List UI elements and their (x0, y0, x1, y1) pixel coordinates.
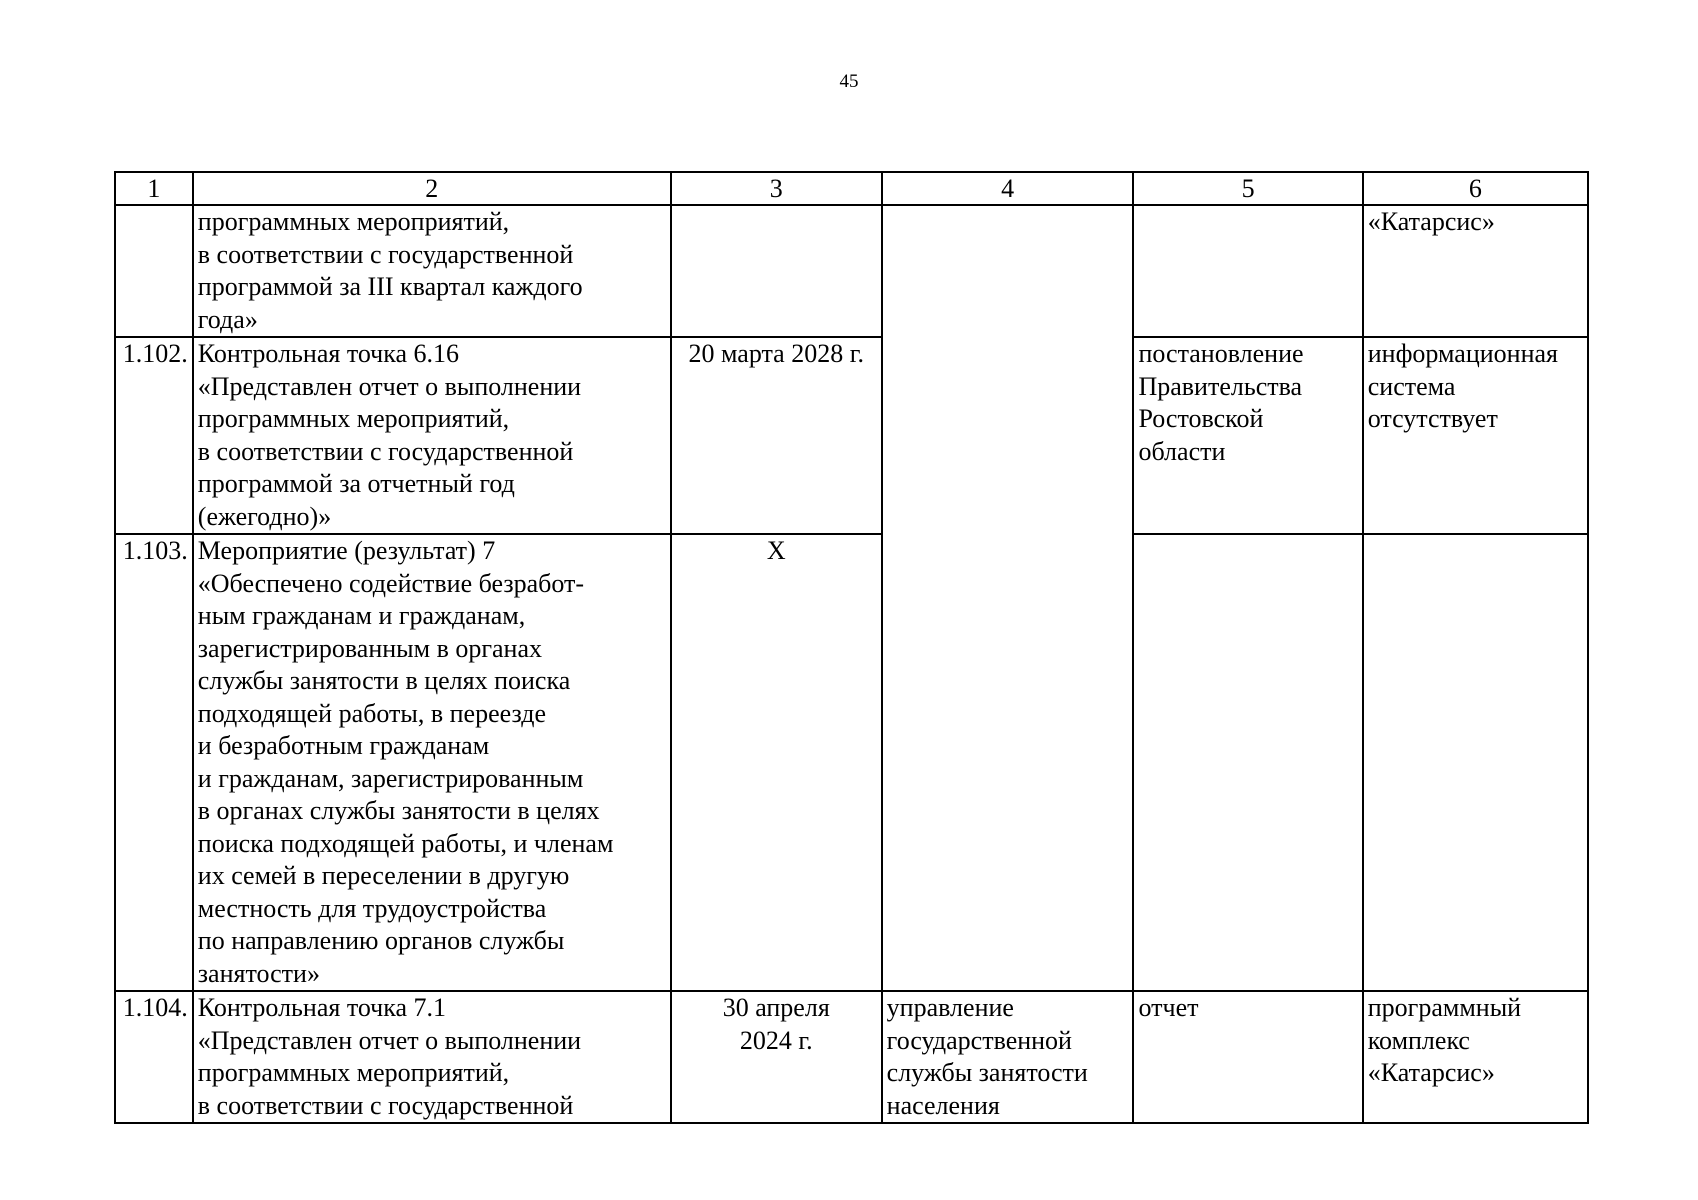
text-line: службы занятости в целях поиска (197, 666, 571, 695)
text-line: и безработным гражданам (197, 731, 490, 760)
header-row (115, 172, 1588, 205)
text-line: программой за отчетный год (197, 469, 515, 498)
text-line: программных мероприятий, (197, 207, 510, 236)
plan-table (114, 171, 1589, 1124)
row-number-cell (115, 205, 193, 337)
col-header-6: 6 (1363, 172, 1588, 205)
system-cell (1363, 337, 1588, 534)
text-line: 30 апреля (722, 993, 830, 1022)
table-row (115, 991, 1588, 1123)
text-line: службы занятости (886, 1058, 1088, 1087)
text-line: в соответствии с государственной (197, 436, 574, 466)
responsible-cell (882, 534, 1134, 991)
col-header-2: 2 (193, 172, 671, 205)
text-line: ным гражданам и гражданам, (197, 601, 526, 630)
text-line: области (1138, 436, 1226, 466)
text-line: местность для трудоустройства (197, 893, 547, 923)
col-header-3: 3 (671, 172, 882, 205)
text-line: «Обеспечено содействие безработ- (197, 568, 585, 598)
text-line: информационная (1367, 339, 1559, 368)
system-cell (1363, 205, 1588, 337)
col-header-5: 5 (1133, 172, 1362, 205)
text-line: «Представлен отчет о выполнении (197, 371, 582, 401)
text-line: и гражданам, зарегистрированным (197, 763, 584, 793)
text-line: отсутствует (1367, 404, 1498, 433)
text-line: по направлению органов службы (197, 926, 565, 955)
text-line: Ростовской (1138, 404, 1264, 433)
date-cell (671, 991, 882, 1123)
responsible-cell (882, 337, 1134, 534)
date-cell (671, 205, 882, 337)
text-line: Контрольная точка 7.1 (197, 993, 447, 1022)
text-line: «Представлен отчет о выполнении (197, 1025, 582, 1055)
description-cell (193, 991, 671, 1123)
table-row (115, 337, 1588, 534)
text-line: 20 марта 2028 г. (688, 339, 864, 368)
page-number: 45 (839, 71, 859, 92)
system-cell (1363, 991, 1588, 1123)
table-row (115, 205, 1588, 337)
text-line: государственной (886, 1025, 1072, 1055)
date-cell (671, 337, 882, 534)
row-number-cell: 1.102. (115, 337, 193, 534)
table-row (115, 534, 1588, 991)
document-type-cell (1133, 337, 1362, 534)
text-line: комплекс (1367, 1025, 1470, 1055)
text-line: программных мероприятий, (197, 404, 510, 433)
text-line: поиска подходящей работы, и членам (197, 828, 614, 858)
text-line: система (1367, 371, 1456, 401)
col-header-4: 4 (882, 172, 1134, 205)
text-line: зарегистрированным в органах (197, 633, 543, 663)
text-line: управление (886, 993, 1014, 1022)
text-line: занятости» (197, 958, 320, 988)
text-line: в соответствии с государственной (197, 239, 574, 269)
description-cell (193, 205, 671, 337)
col-header-1: 1 (115, 172, 193, 205)
text-line: подходящей работы, в переезде (197, 698, 547, 728)
row-number-cell: 1.104. (115, 991, 193, 1123)
document-type-cell (1133, 991, 1362, 1123)
text-line: населения (886, 1090, 1000, 1120)
text-line: X (766, 536, 786, 565)
text-line: Мероприятие (результат) 7 (197, 536, 496, 565)
system-cell (1363, 534, 1588, 991)
document-type-cell (1133, 534, 1362, 991)
responsible-cell (882, 991, 1134, 1123)
description-cell (193, 534, 671, 991)
text-line: программных мероприятий, (197, 1058, 510, 1087)
text-line: Правительства (1138, 371, 1303, 401)
text-line: (ежегодно)» (197, 501, 332, 531)
text-line: в соответствии с государственной (197, 1090, 574, 1120)
text-line: «Катарсис» (1367, 207, 1495, 236)
text-line: программой за III квартал каждого (197, 272, 583, 301)
text-line: в органах службы занятости в целях (197, 796, 600, 825)
date-cell (671, 534, 882, 991)
text-line: их семей в переселении в другую (197, 861, 570, 890)
row-number-cell: 1.103. (115, 534, 193, 991)
text-line: Контрольная точка 6.16 (197, 339, 460, 368)
text-line: программный (1367, 993, 1522, 1022)
responsible-cell (882, 205, 1134, 337)
document-type-cell (1133, 205, 1362, 337)
text-line: отчет (1138, 993, 1199, 1022)
text-line: 2024 г. (739, 1025, 813, 1055)
description-cell (193, 337, 671, 534)
text-line: года» (197, 304, 258, 334)
text-line: постановление (1138, 339, 1304, 368)
text-line: «Катарсис» (1367, 1058, 1495, 1087)
